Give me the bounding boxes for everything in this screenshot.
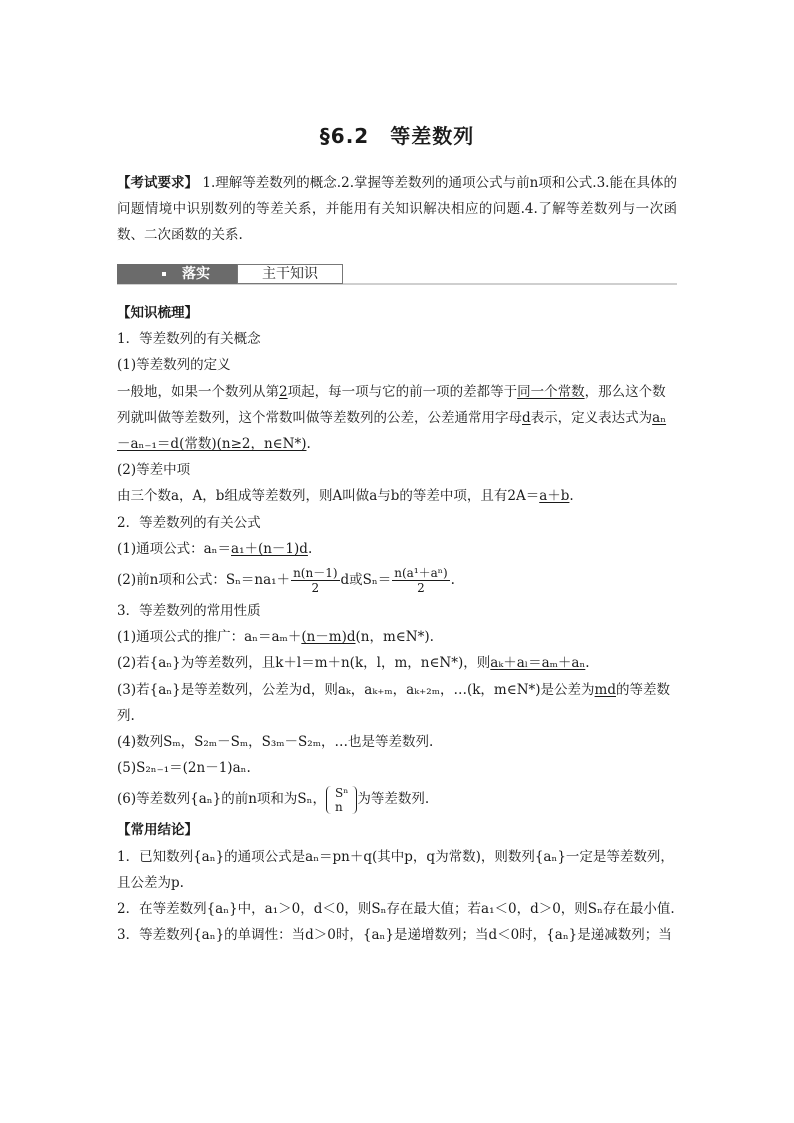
text-span: .	[585, 655, 590, 672]
blank-answer: d	[522, 409, 531, 426]
text-span: (1)通项公式：aₙ＝	[117, 540, 232, 557]
blank-answer: (n－m)d	[301, 629, 356, 646]
brace-bottom: n	[334, 799, 343, 814]
exam-requirements-tag: 【考试要求】	[117, 175, 199, 191]
property-5: (5)S₂ₙ₋₁＝(2n－1)aₙ.	[117, 760, 251, 777]
conclusion-1: 1．已知数列{aₙ}的通项公式是aₙ＝pn＋q(其中p，q为常数)，则数列{aₙ}一定是等差数列，且公差为p.	[117, 848, 674, 891]
text-span: 一般地，如果一个数列从第	[117, 383, 279, 400]
content-body	[117, 300, 677, 948]
fraction	[392, 566, 449, 595]
middle-term-line	[117, 483, 677, 509]
property-4: (4)数列Sₘ，S₂ₘ－Sₘ，S₃ₘ－S₂ₘ，…也是等差数列.	[117, 734, 434, 751]
fraction-numerator: n(n－1)	[293, 566, 338, 581]
blank-answer: a₁＋(n－1)d	[231, 540, 308, 557]
text-span: 表示，定义表达式为	[530, 409, 653, 426]
section-1-heading: 1．等差数列的有关概念	[117, 331, 261, 348]
section-3-heading: 3．等差数列的常用性质	[117, 603, 261, 620]
page-title: §6.2 等差数列	[319, 124, 475, 148]
conclusions-heading: 【常用结论】	[117, 822, 198, 839]
formula-general-term	[117, 536, 677, 562]
fraction-numerator: n(a¹＋aⁿ)	[394, 566, 448, 581]
exam-requirements-text: 1.理解等差数列的概念.2.掌握等差数列的通项公式与前n项和公式.3.能在具体的问题情境中识别数列的等差关系，并能用有关知识解决相应的问题.4.了解等差数列与一次函数、二次函数的关系.	[117, 175, 678, 243]
banner-light-label: 主干知识	[237, 264, 343, 284]
blank-answer: aₖ＋aₗ＝aₘ＋aₙ	[490, 655, 586, 672]
text-span: (2)若{aₙ}为等差数列，且k＋l＝m＋n(k，l，m，n∈N*)，则	[117, 655, 491, 672]
section-banner	[117, 264, 677, 284]
text-span: 由三个数a，A，b组成等差数列，则A叫做a与b的等差中项，且有2A＝	[117, 488, 540, 505]
blank-answer: a＋b	[539, 488, 570, 505]
blank-answer: 2	[279, 383, 288, 400]
text-span: .	[306, 436, 311, 453]
braced-sequence	[326, 786, 357, 814]
text-span: (1)通项公式的推广：aₙ＝aₘ＋	[117, 629, 302, 646]
property-2	[117, 650, 677, 676]
square-bullet-icon	[162, 272, 166, 276]
brace-top: Sⁿ	[334, 785, 349, 800]
property-3	[117, 677, 677, 729]
knowledge-heading: 【知识梳理】	[117, 305, 198, 321]
conclusion-3: 3．等差数列{aₙ}的单调性：当d＞0时，{aₙ}是递增数列；当d＜0时，{aₙ}是递减数列；当	[117, 927, 672, 944]
banner-dark-label: 落实	[182, 266, 210, 282]
formula-sum	[117, 562, 677, 598]
blank-answer: md	[594, 681, 616, 698]
section-1-1-heading: (1)等差数列的定义	[117, 357, 231, 374]
banner-dark-tab	[117, 264, 237, 284]
fraction-denominator: 2	[417, 581, 425, 596]
section-2-heading: 2．等差数列的有关公式	[117, 514, 261, 531]
fraction	[291, 566, 339, 595]
blank-answer: aₙ－aₙ₋₁＝d(常数)(n≥2，n∈N*)	[117, 409, 667, 453]
text-span: .	[569, 488, 574, 505]
fraction-denominator: 2	[311, 581, 320, 596]
text-span: 为等差数列.	[357, 791, 430, 808]
conclusion-2: 2．在等差数列{aₙ}中，a₁＞0，d＜0，则Sₙ存在最大值；若a₁＜0，d＞0，则Sₙ存在最小值.	[117, 901, 675, 918]
text-span: .	[307, 540, 313, 557]
text-span: d或Sₙ＝	[340, 572, 392, 589]
section-1-2-heading: (2)等差中项	[117, 462, 191, 479]
text-span: (n，m∈N*).	[355, 629, 434, 646]
text-span: 的等差数列.	[117, 681, 670, 724]
text-span: .	[450, 572, 455, 589]
text-span: ，那么这个数列就叫做等差数列，这个常数叫做等差数列的公差，公差通常用字母	[117, 383, 666, 426]
property-1	[117, 624, 677, 650]
definition-paragraph	[117, 379, 677, 458]
text-span: 项起，每一项与它的前一项的差都等于	[287, 383, 518, 400]
property-6	[117, 781, 677, 817]
text-span: (6)等差数列{aₙ}的前n项和为Sₙ，	[117, 791, 326, 808]
exam-requirements	[117, 170, 677, 248]
blank-answer: 同一个常数	[517, 383, 585, 400]
text-span: (2)前n项和公式：Sₙ＝na₁＋	[117, 572, 291, 589]
text-span: (3)若{aₙ}是等差数列，公差为d，则aₖ，aₖ₊ₘ，aₖ₊₂ₘ，…(k，m∈N*)是公差为	[117, 681, 595, 698]
